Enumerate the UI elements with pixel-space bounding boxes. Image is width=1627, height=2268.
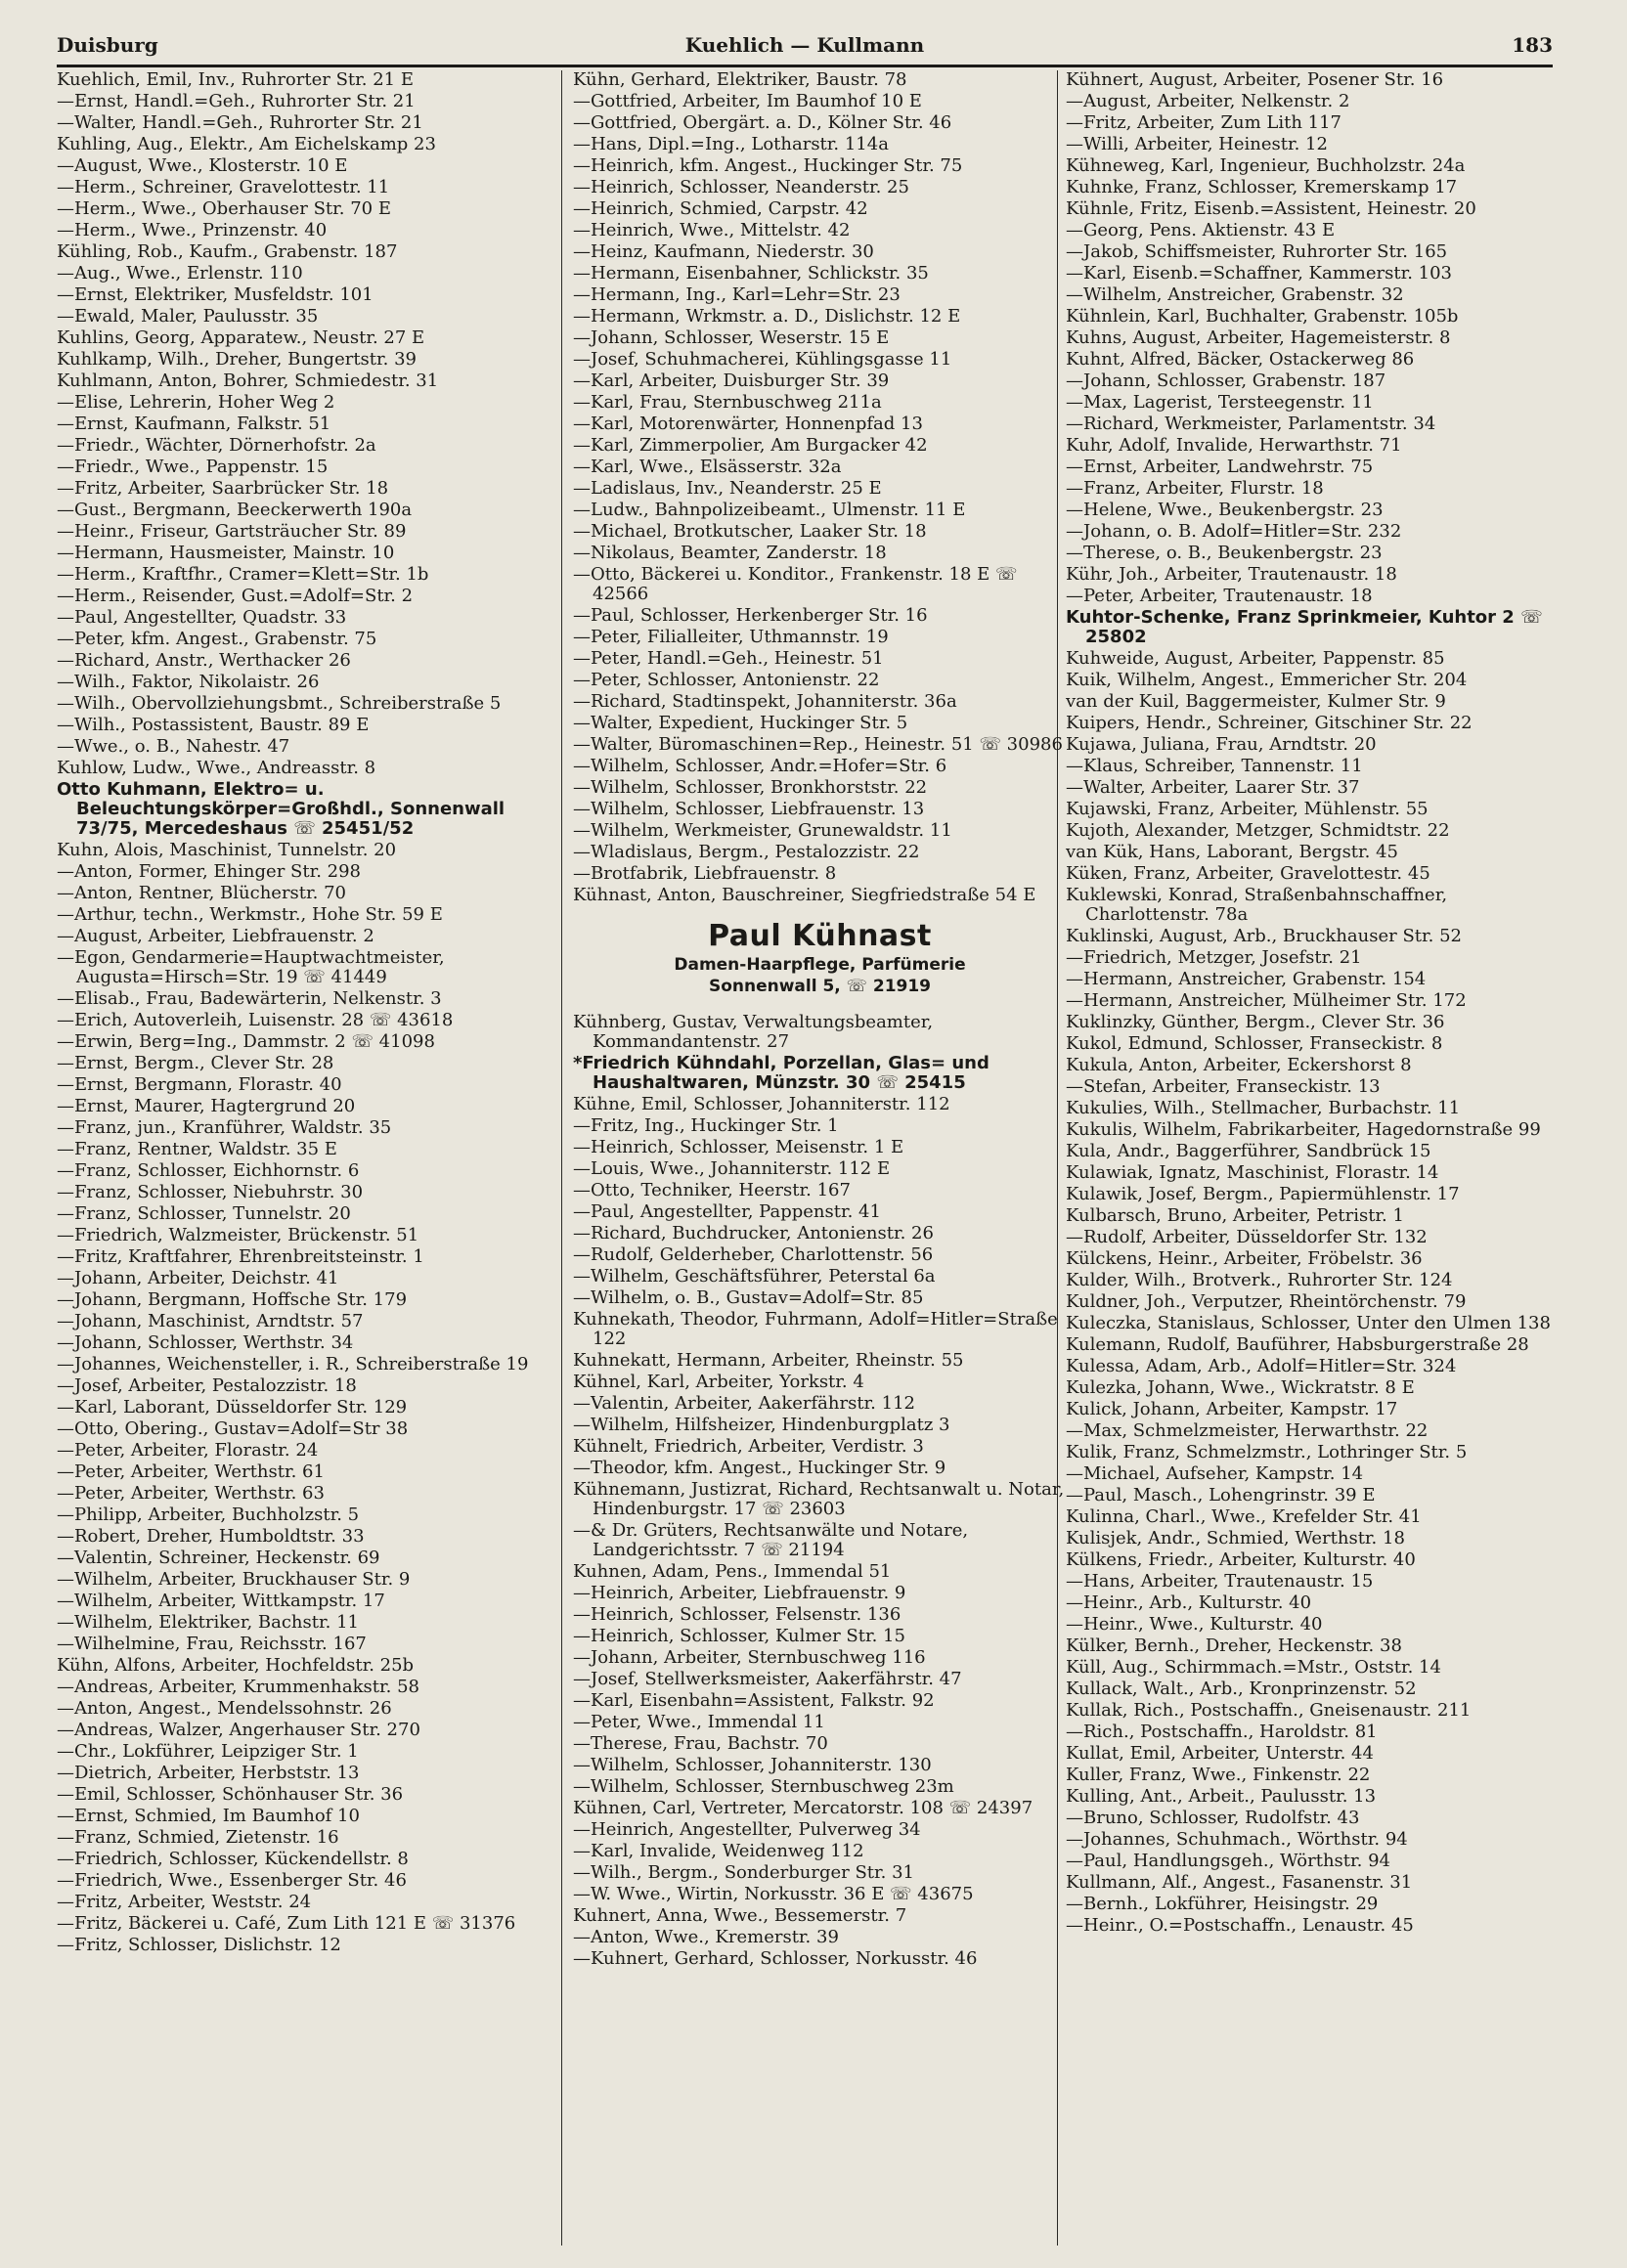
directory-entry: —Fritz, Schlosser, Dislichstr. 12 [57, 1935, 341, 1955]
directory-entry: Kuhns, August, Arbeiter, Hagemeisterstr. 8 [1066, 327, 1451, 348]
directory-entry: —Ernst, Maurer, Hagtergrund 20 [57, 1096, 356, 1116]
directory-entry: —Otto, Techniker, Heerstr. 167 [573, 1180, 851, 1200]
directory-entry: —Karl, Arbeiter, Duisburger Str. 39 [573, 371, 890, 391]
directory-entry: —Johann, Arbeiter, Deichstr. 41 [57, 1268, 339, 1288]
directory-entry: —Johann, Bergmann, Hoffsche Str. 179 [57, 1289, 408, 1310]
directory-entry: Kulbarsch, Bruno, Arbeiter, Petristr. 1 [1066, 1205, 1404, 1226]
directory-entry: —Gottfried, Obergärt. a. D., Kölner Str. 46 [573, 112, 952, 133]
directory-entry: Kühn, Alfons, Arbeiter, Hochfeldstr. 25b [57, 1655, 415, 1676]
directory-entry: —Max, Lagerist, Tersteegenstr. 11 [1066, 392, 1374, 413]
directory-entry: Kulemann, Rudolf, Bauführer, Habsburgerstraße 28 [1066, 1334, 1529, 1355]
directory-entry: —Wilhelm, Schlosser, Bronkhorststr. 22 [573, 777, 928, 798]
directory-entry: —Franz, Schlosser, Eichhornstr. 6 [57, 1160, 360, 1181]
directory-entry: —Otto, Bäckerei u. Konditor., Frankenstr. 18 E ☏ 42566 [573, 564, 1018, 604]
column-3 [1066, 70, 1569, 1938]
directory-entry: —Franz, Schlosser, Niebuhrstr. 30 [57, 1182, 364, 1202]
directory-entry: —Karl, Zimmerpolier, Am Burgacker 42 [573, 435, 928, 456]
directory-entry: Kullmann, Alf., Angest., Fasanenstr. 31 [1066, 1872, 1413, 1893]
directory-entry: Kühnle, Fritz, Eisenb.=Assistent, Heinestr. 20 [1066, 198, 1476, 219]
directory-entry: —Peter, kfm. Angest., Grabenstr. 75 [57, 629, 377, 649]
directory-entry: —Johannes, Weichensteller, i. R., Schreiberstraße 19 [57, 1354, 529, 1374]
directory-entry: —Johann, Schlosser, Grabenstr. 187 [1066, 371, 1386, 391]
directory-entry: —Walter, Expedient, Huckinger Str. 5 [573, 713, 908, 733]
directory-entry: —Karl, Frau, Sternbuschweg 211a [573, 392, 882, 413]
directory-entry: Kulder, Wilh., Brotverk., Ruhrorter Str. 124 [1066, 1270, 1453, 1290]
directory-entry: —Wilhelm, o. B., Gustav=Adolf=Str. 85 [573, 1287, 924, 1308]
directory-entry: Kühnemann, Justizrat, Richard, Rechtsanwalt u. Notar, Hindenburgstr. 17 ☏ 23603 [573, 1479, 1065, 1519]
directory-entry: Kuhnert, Anna, Wwe., Bessemerstr. 7 [573, 1905, 907, 1926]
directory-entry: —W. Wwe., Wirtin, Norkusstr. 36 E ☏ 43675 [573, 1884, 974, 1904]
directory-entry: —Johann, Maschinist, Arndtstr. 57 [57, 1311, 364, 1331]
directory-entry: —August, Arbeiter, Liebfrauenstr. 2 [57, 926, 374, 946]
directory-entry: —Aug., Wwe., Erlenstr. 110 [57, 263, 303, 284]
directory-entry: Kuklewski, Konrad, Straßenbahnschaffner, Charlottenstr. 78a [1066, 885, 1448, 925]
directory-entry: Kuhlkamp, Wilh., Dreher, Bungertstr. 39 [57, 349, 417, 370]
directory-entry: —Friedrich, Schlosser, Kückendellstr. 8 [57, 1849, 409, 1869]
directory-entry: —Heinrich, Schlosser, Felsenstr. 136 [573, 1604, 901, 1625]
directory-entry: Kühnast, Anton, Bauschreiner, Siegfriedstraße 54 E [573, 885, 1036, 905]
directory-entry: —Peter, Wwe., Immendal 11 [573, 1712, 825, 1732]
directory-entry: —August, Arbeiter, Nelkenstr. 2 [1066, 91, 1350, 111]
directory-entry: —Bernh., Lokführer, Heisingstr. 29 [1066, 1894, 1379, 1914]
directory-entry: Kujawski, Franz, Arbeiter, Mühlenstr. 55 [1066, 799, 1429, 819]
directory-entry: —Heinrich, Angestellter, Pulverweg 34 [573, 1819, 921, 1840]
directory-entry: —Fritz, Arbeiter, Saarbrücker Str. 18 [57, 478, 389, 499]
directory-entry: —Philipp, Arbeiter, Buchholzstr. 5 [57, 1505, 360, 1525]
directory-entry: —Willi, Arbeiter, Heinestr. 12 [1066, 134, 1328, 154]
directory-entry: —Valentin, Arbeiter, Aakerfährstr. 112 [573, 1393, 915, 1414]
directory-entry: Kühne, Emil, Schlosser, Johanniterstr. 112 [573, 1094, 950, 1114]
directory-entry: Kullak, Rich., Postschaffn., Gneisenaustr. 211 [1066, 1700, 1472, 1721]
ad-line-2: Sonnenwall 5, ☏ 21919 [708, 977, 932, 996]
directory-entry: —Klaus, Schreiber, Tannenstr. 11 [1066, 756, 1363, 776]
directory-entry: —Heinrich, Wwe., Mittelstr. 42 [573, 220, 851, 240]
directory-entry: —Karl, Eisenb.=Schaffner, Kammerstr. 103 [1066, 263, 1452, 284]
directory-entry: —Heinr., O.=Postschaffn., Lenaustr. 45 [1066, 1915, 1414, 1936]
directory-entry: —Johann, o. B. Adolf=Hitler=Str. 232 [1066, 521, 1402, 542]
directory-entry: —Ewald, Maler, Paulusstr. 35 [57, 306, 319, 327]
directory-entry: Kühnen, Carl, Vertreter, Mercatorstr. 108 ☏ 24397 [573, 1798, 1033, 1818]
directory-entry: —Friedr., Wächter, Dörnerhofstr. 2a [57, 435, 376, 456]
directory-entry: —Rudolf, Gelderheber, Charlottenstr. 56 [573, 1244, 934, 1265]
directory-entry: —Kuhnert, Gerhard, Schlosser, Norkusstr. 46 [573, 1948, 978, 1969]
directory-entry: —Karl, Eisenbahn=Assistent, Falkstr. 92 [573, 1690, 935, 1711]
directory-entry: —Richard, Buchdrucker, Antonienstr. 26 [573, 1223, 934, 1243]
directory-entry: —Karl, Wwe., Elsässerstr. 32a [573, 457, 842, 477]
directory-entry: —Paul, Masch., Lohengrinstr. 39 E [1066, 1485, 1376, 1505]
directory-entry: Otto Kuhmann, Elektro= u. Beleuchtungskörper=Großhdl., Sonnenwall 73/75, Mercedeshaus ☏ 25451/52 [57, 779, 506, 839]
directory-entry: Külkens, Friedr., Arbeiter, Kulturstr. 40 [1066, 1549, 1416, 1570]
directory-entry: —Josef, Stellwerksmeister, Aakerfährstr. 47 [573, 1669, 962, 1689]
directory-entry: —Johann, Schlosser, Werthstr. 34 [57, 1332, 354, 1353]
directory-entry: Kulisjek, Andr., Schmied, Werthstr. 18 [1066, 1528, 1405, 1548]
directory-entry: —Karl, Motorenwärter, Honnenpfad 13 [573, 414, 923, 434]
directory-entry: —Robert, Dreher, Humboldtstr. 33 [57, 1526, 365, 1547]
directory-entry: Kühr, Joh., Arbeiter, Trautenaustr. 18 [1066, 564, 1397, 585]
directory-entry: —Egon, Gendarmerie=Hauptwachtmeister, Augusta=Hirsch=Str. 19 ☏ 41449 [57, 947, 445, 987]
directory-entry: Kukol, Edmund, Schlosser, Franseckistr. 8 [1066, 1033, 1443, 1054]
directory-entry: Kukula, Anton, Arbeiter, Eckershorst 8 [1066, 1055, 1412, 1075]
directory-entry: —Paul, Angestellter, Quadstr. 33 [57, 607, 347, 628]
directory-entry: —Georg, Pens. Aktienstr. 43 E [1066, 220, 1336, 240]
directory-entry: —Peter, Handl.=Geh., Heinestr. 51 [573, 648, 884, 669]
directory-entry: Kulawik, Josef, Bergm., Papiermühlenstr. 17 [1066, 1184, 1460, 1204]
directory-entry: —Peter, Filialleiter, Uthmannstr. 19 [573, 627, 889, 647]
directory-entry: —Franz, jun., Kranführer, Waldstr. 35 [57, 1117, 392, 1138]
directory-entry: —Hermann, Hausmeister, Mainstr. 10 [57, 543, 395, 563]
directory-entry: —Richard, Anstr., Werthacker 26 [57, 650, 351, 671]
directory-entry: Kuhnt, Alfred, Bäcker, Ostackerweg 86 [1066, 349, 1415, 370]
directory-entry: —Therese, Frau, Bachstr. 70 [573, 1733, 828, 1754]
directory-entry: Kulinna, Charl., Wwe., Krefelder Str. 41 [1066, 1506, 1422, 1527]
directory-entry: —Anton, Former, Ehinger Str. 298 [57, 861, 362, 882]
page-header [57, 29, 1553, 67]
directory-entry: —Wilhelm, Anstreicher, Grabenstr. 32 [1066, 284, 1404, 305]
directory-entry: —Walter, Handl.=Geh., Ruhrorter Str. 21 [57, 112, 423, 133]
directory-entry: Kuhlmann, Anton, Bohrer, Schmiedestr. 31 [57, 371, 439, 391]
directory-entry: —Wilhelm, Hilfsheizer, Hindenburgplatz 3 [573, 1415, 950, 1435]
directory-entry: —Ludw., Bahnpolizeibeamt., Ulmenstr. 11 E [573, 500, 966, 520]
directory-entry: —Jakob, Schiffsmeister, Ruhrorter Str. 165 [1066, 241, 1448, 262]
directory-entry: —Franz, Schmied, Zietenstr. 16 [57, 1827, 339, 1848]
directory-entry: —Wilhelmine, Frau, Reichsstr. 167 [57, 1634, 367, 1654]
directory-entry: van Kük, Hans, Laborant, Bergstr. 45 [1066, 842, 1399, 862]
header-range: Kuehlich — Kullmann [684, 33, 925, 57]
directory-entry: —Louis, Wwe., Johanniterstr. 112 E [573, 1158, 891, 1179]
directory-entry: —Chr., Lokführer, Leipziger Str. 1 [57, 1741, 359, 1762]
directory-entry: —Erwin, Berg=Ing., Dammstr. 2 ☏ 41098 [57, 1031, 435, 1052]
directory-entry: —Franz, Schlosser, Tunnelstr. 20 [57, 1203, 351, 1224]
directory-entry: —Anton, Rentner, Blücherstr. 70 [57, 883, 346, 903]
directory-entry: —Wilhelm, Schlosser, Johanniterstr. 130 [573, 1755, 932, 1775]
directory-entry: Kuhweide, August, Arbeiter, Pappenstr. 85 [1066, 648, 1445, 669]
directory-entry: —Wladislaus, Bergm., Pestalozzistr. 22 [573, 842, 920, 862]
directory-entry: —Heinrich, Schlosser, Neanderstr. 25 [573, 177, 909, 197]
directory-entry: —Brotfabrik, Liebfrauenstr. 8 [573, 863, 837, 884]
directory-entry: —August, Wwe., Klosterstr. 10 E [57, 155, 348, 176]
directory-entry: —Stefan, Arbeiter, Franseckistr. 13 [1066, 1076, 1381, 1097]
directory-entry: —Wilhelm, Elektriker, Bachstr. 11 [57, 1612, 359, 1633]
directory-entry: —Wilhelm, Arbeiter, Bruckhauser Str. 9 [57, 1569, 411, 1590]
directory-entry: Kuller, Franz, Wwe., Finkenstr. 22 [1066, 1765, 1371, 1785]
directory-entry: —Heinr., Arb., Kulturstr. 40 [1066, 1592, 1312, 1613]
directory-entry: —Max, Schmelzmeister, Herwarthstr. 22 [1066, 1420, 1429, 1441]
directory-entry: Kühnlein, Karl, Buchhalter, Grabenstr. 105b [1066, 306, 1459, 327]
directory-entry: —Peter, Arbeiter, Florastr. 24 [57, 1440, 319, 1461]
directory-entry: —Johannes, Schuhmach., Wörthstr. 94 [1066, 1829, 1408, 1850]
directory-entry: —Wilh., Postassistent, Baustr. 89 E [57, 715, 370, 735]
directory-entry: Kulessa, Adam, Arb., Adolf=Hitler=Str. 324 [1066, 1356, 1457, 1376]
directory-entry: —Wilhelm, Arbeiter, Wittkampstr. 17 [57, 1591, 385, 1611]
directory-entry: —Heinr., Wwe., Kulturstr. 40 [1066, 1614, 1323, 1635]
directory-entry: —Fritz, Ing., Huckinger Str. 1 [573, 1115, 839, 1136]
directory-entry: Kühling, Rob., Kaufm., Grabenstr. 187 [57, 241, 398, 262]
directory-entry: —Valentin, Schreiner, Heckenstr. 69 [57, 1548, 380, 1568]
directory-entry: —Peter, Schlosser, Antonienstr. 22 [573, 670, 880, 690]
directory-entry: Kuhr, Adolf, Invalide, Herwarthstr. 71 [1066, 435, 1402, 456]
directory-entry: Kullack, Walt., Arb., Kronprinzenstr. 52 [1066, 1679, 1417, 1699]
directory-entry: Kulling, Ant., Arbeit., Paulusstr. 13 [1066, 1786, 1377, 1807]
directory-entry: —Hans, Dipl.=Ing., Lotharstr. 114a [573, 134, 889, 154]
directory-entry: —Michael, Aufseher, Kampstr. 14 [1066, 1463, 1364, 1484]
directory-entry: Kullat, Emil, Arbeiter, Unterstr. 44 [1066, 1743, 1374, 1764]
directory-entry: —Wilhelm, Geschäftsführer, Peterstal 6a [573, 1266, 936, 1287]
directory-entry: —Johann, Schlosser, Weserstr. 15 E [573, 327, 890, 348]
directory-entry: —Hermann, Eisenbahner, Schlickstr. 35 [573, 263, 929, 284]
directory-entry: Kuhnekatt, Hermann, Arbeiter, Rheinstr. 55 [573, 1350, 964, 1371]
directory-entry: —Nikolaus, Beamter, Zanderstr. 18 [573, 543, 887, 563]
directory-entry: —Elise, Lehrerin, Hoher Weg 2 [57, 392, 335, 413]
directory-entry: —Friedr., Wwe., Pappenstr. 15 [57, 457, 329, 477]
directory-entry: —Emil, Schlosser, Schönhauser Str. 36 [57, 1784, 404, 1805]
directory-entry: —Herm., Kraftfhr., Cramer=Klett=Str. 1b [57, 564, 429, 585]
directory-entry: —Heinrich, Schmied, Carpstr. 42 [573, 198, 868, 219]
directory-entry: —Helene, Wwe., Beukenbergstr. 23 [1066, 500, 1384, 520]
directory-entry: —Gottfried, Arbeiter, Im Baumhof 10 E [573, 91, 922, 111]
directory-entry: Kuhnekath, Theodor, Fuhrmann, Adolf=Hitler=Straße 122 [573, 1309, 1058, 1349]
directory-entry: —Wilhelm, Schlosser, Sternbuschweg 23m [573, 1776, 954, 1797]
directory-entry: —Friedrich, Wwe., Essenberger Str. 46 [57, 1870, 407, 1891]
directory-entry: Kuldner, Joh., Verputzer, Rheintörchenstr. 79 [1066, 1291, 1467, 1312]
directory-entry: Kuleczka, Stanislaus, Schlosser, Unter den Ulmen 138 [1066, 1313, 1551, 1333]
column-2-entries-continued [573, 1013, 1067, 1969]
directory-entry: —Therese, o. B., Beukenbergstr. 23 [1066, 543, 1383, 563]
directory-entry: —Hermann, Wrkmstr. a. D., Dislichstr. 12 E [573, 306, 961, 327]
directory-entry: Kulik, Franz, Schmelzmstr., Lothringer Str. 5 [1066, 1442, 1468, 1462]
directory-entry: —Karl, Laborant, Düsseldorfer Str. 129 [57, 1397, 408, 1418]
directory-entry: Kühnel, Karl, Arbeiter, Yorkstr. 4 [573, 1372, 864, 1392]
directory-entry: —Fritz, Kraftfahrer, Ehrenbreitsteinstr. 1 [57, 1246, 424, 1267]
directory-entry: Kujawa, Juliana, Frau, Arndtstr. 20 [1066, 734, 1377, 755]
directory-entry: —Heinrich, Schlosser, Meisenstr. 1 E [573, 1137, 904, 1157]
directory-entry: Kühnelt, Friedrich, Arbeiter, Verdistr. 3 [573, 1436, 924, 1457]
directory-entry: —Wilh., Faktor, Nikolaistr. 26 [57, 672, 320, 692]
directory-entry: —Wilhelm, Werkmeister, Grunewaldstr. 11 [573, 820, 952, 841]
directory-entry: Kühnert, August, Arbeiter, Posener Str. 16 [1066, 69, 1444, 90]
directory-entry: Kujoth, Alexander, Metzger, Schmidtstr. 22 [1066, 820, 1450, 841]
directory-entry: —Heinrich, Schlosser, Kulmer Str. 15 [573, 1626, 905, 1646]
directory-entry: Kuklinzky, Günther, Bergm., Clever Str. 36 [1066, 1012, 1445, 1032]
directory-entry: Kuhnen, Adam, Pens., Immendal 51 [573, 1561, 892, 1582]
directory-entry: —Karl, Invalide, Weidenweg 112 [573, 1841, 864, 1861]
directory-entry: —Heinrich, Arbeiter, Liebfrauenstr. 9 [573, 1583, 906, 1603]
directory-entry: —Franz, Rentner, Waldstr. 35 E [57, 1139, 337, 1159]
directory-entry: van der Kuil, Baggermeister, Kulmer Str. 9 [1066, 691, 1446, 712]
directory-entry: —Herm., Wwe., Prinzenstr. 40 [57, 220, 328, 240]
directory-entry: Kuipers, Hendr., Schreiner, Gitschiner Str. 22 [1066, 713, 1473, 733]
directory-entry: —Heinrich, kfm. Angest., Huckinger Str. 75 [573, 155, 963, 176]
directory-entry: —Wilhelm, Schlosser, Andr.=Hofer=Str. 6 [573, 756, 947, 776]
directory-entry: —Ernst, Elektriker, Musfeldstr. 101 [57, 284, 374, 305]
directory-entry: —Elisab., Frau, Badewärterin, Nelkenstr. 3 [57, 988, 442, 1009]
directory-entry: —Herm., Reisender, Gust.=Adolf=Str. 2 [57, 586, 414, 606]
directory-entry: Külker, Bernh., Dreher, Heckenstr. 38 [1066, 1636, 1402, 1656]
directory-entry: —Wwe., o. B., Nahestr. 47 [57, 736, 290, 757]
directory-entry: Kula, Andr., Baggerführer, Sandbrück 15 [1066, 1141, 1431, 1161]
directory-entry: —Heinz, Kaufmann, Niederstr. 30 [573, 241, 874, 262]
directory-entry: —Hermann, Anstreicher, Mülheimer Str. 172 [1066, 990, 1467, 1011]
directory-entry: —Wilhelm, Schlosser, Liebfrauenstr. 13 [573, 799, 925, 819]
directory-entry: —Peter, Arbeiter, Trautenaustr. 18 [1066, 586, 1373, 606]
directory-entry: Kuhlins, Georg, Apparatew., Neustr. 27 E [57, 327, 425, 348]
directory-entry: Kulick, Johann, Arbeiter, Kampstr. 17 [1066, 1399, 1398, 1419]
directory-entry: —Ernst, Bergm., Clever Str. 28 [57, 1053, 334, 1073]
column-2-entries [573, 70, 1067, 905]
directory-entry: Kukulis, Wilhelm, Fabrikarbeiter, Hagedornstraße 99 [1066, 1119, 1541, 1140]
directory-entry: —Arthur, techn., Werkmstr., Hohe Str. 59 E [57, 904, 443, 925]
directory-entry: Kuehlich, Emil, Inv., Ruhrorter Str. 21 E [57, 69, 414, 90]
directory-entry: Kuhn, Alois, Maschinist, Tunnelstr. 20 [57, 840, 397, 860]
directory-entry: —Theodor, kfm. Angest., Huckinger Str. 9 [573, 1458, 946, 1478]
directory-entry: Kulawiak, Ignatz, Maschinist, Florastr. 14 [1066, 1162, 1439, 1183]
directory-entry: —Rich., Postschaffn., Haroldstr. 81 [1066, 1722, 1378, 1742]
directory-entry: Kuik, Wilhelm, Angest., Emmericher Str. 204 [1066, 670, 1468, 690]
directory-entry: —Fritz, Bäckerei u. Café, Zum Lith 121 E ☏ 31376 [57, 1913, 516, 1934]
directory-entry: —Hans, Arbeiter, Trautenaustr. 15 [1066, 1571, 1374, 1592]
directory-entry: —Walter, Arbeiter, Laarer Str. 37 [1066, 777, 1360, 798]
directory-entry: Kulezka, Johann, Wwe., Wickratstr. 8 E [1066, 1377, 1415, 1398]
directory-entry: —Richard, Werkmeister, Parlamentstr. 34 [1066, 414, 1436, 434]
column-2 [573, 70, 1067, 1971]
directory-entry: —Ernst, Handl.=Geh., Ruhrorter Str. 21 [57, 91, 416, 111]
directory-entry: —Herm., Schreiner, Gravelottestr. 11 [57, 177, 390, 197]
directory-entry: —Paul, Schlosser, Herkenberger Str. 16 [573, 605, 928, 626]
directory-entry: —& Dr. Grüters, Rechtsanwälte und Notare, Landgerichtsstr. 7 ☏ 21194 [573, 1520, 969, 1560]
directory-entry: —Paul, Angestellter, Pappenstr. 41 [573, 1201, 881, 1222]
directory-entry: Kuhtor-Schenke, Franz Sprinkmeier, Kuhtor 2 ☏ 25802 [1066, 607, 1543, 647]
directory-entry: —Gust., Bergmann, Beeckerwerth 190a [57, 500, 413, 520]
directory-entry: Kuhlow, Ludw., Wwe., Andreasstr. 8 [57, 758, 376, 778]
directory-entry: Kuklinski, August, Arb., Bruckhauser Str. 52 [1066, 926, 1462, 946]
directory-entry: —Michael, Brotkutscher, Laaker Str. 18 [573, 521, 927, 542]
directory-entry: —Richard, Stadtinspekt, Johanniterstr. 36a [573, 691, 957, 712]
directory-entry: —Peter, Arbeiter, Werthstr. 63 [57, 1483, 325, 1504]
page-number: 183 [1512, 33, 1553, 57]
directory-entry: —Hermann, Anstreicher, Grabenstr. 154 [1066, 969, 1427, 989]
ad-name: Paul Kühnast [708, 919, 932, 953]
directory-entry: —Andreas, Arbeiter, Krummenhakstr. 58 [57, 1677, 419, 1697]
directory-entry: —Fritz, Arbeiter, Zum Lith 117 [1066, 112, 1342, 133]
directory-entry: —Ernst, Schmied, Im Baumhof 10 [57, 1806, 360, 1826]
directory-entry: —Josef, Schuhmacherei, Kühlingsgasse 11 [573, 349, 952, 370]
directory-entry: —Wilh., Bergm., Sonderburger Str. 31 [573, 1862, 914, 1883]
column-divider [561, 70, 562, 2246]
directory-entry: —Friedrich, Metzger, Josefstr. 21 [1066, 947, 1362, 968]
directory-entry: —Franz, Arbeiter, Flurstr. 18 [1066, 478, 1324, 499]
directory-entry: —Friedrich, Walzmeister, Brückenstr. 51 [57, 1225, 419, 1245]
directory-entry: —Ladislaus, Inv., Neanderstr. 25 E [573, 478, 882, 499]
directory-entry: —Dietrich, Arbeiter, Herbststr. 13 [57, 1763, 360, 1783]
directory-entry: *Friedrich Kühndahl, Porzellan, Glas= und Haushaltwaren, Münzstr. 30 ☏ 25415 [573, 1053, 989, 1093]
directory-entry: Kuhling, Aug., Elektr., Am Eichelskamp 23 [57, 134, 436, 154]
directory-entry: —Peter, Arbeiter, Werthstr. 61 [57, 1461, 325, 1482]
directory-entry: —Fritz, Arbeiter, Weststr. 24 [57, 1892, 312, 1912]
directory-entry: —Bruno, Schlosser, Rudolfstr. 43 [1066, 1808, 1360, 1828]
directory-entry: Kukulies, Wilh., Stellmacher, Burbachstr. 11 [1066, 1098, 1461, 1118]
column-1 [57, 70, 550, 1957]
directory-entry: —Rudolf, Arbeiter, Düsseldorfer Str. 132 [1066, 1227, 1428, 1247]
directory-entry: —Ernst, Arbeiter, Landwehrstr. 75 [1066, 457, 1374, 477]
directory-entry: —Anton, Wwe., Kremerstr. 39 [573, 1927, 839, 1947]
directory-entry: —Ernst, Kaufmann, Falkstr. 51 [57, 414, 331, 434]
directory-entry: Külckens, Heinr., Arbeiter, Fröbelstr. 36 [1066, 1248, 1423, 1269]
directory-entry: Kühn, Gerhard, Elektriker, Baustr. 78 [573, 69, 907, 90]
directory-entry: —Andreas, Walzer, Angerhauser Str. 270 [57, 1720, 420, 1740]
directory-entry: Kühneweg, Karl, Ingenieur, Buchholzstr. 24a [1066, 155, 1466, 176]
directory-entry: —Erich, Autoverleih, Luisenstr. 28 ☏ 43618 [57, 1010, 454, 1030]
header-city: Duisburg [57, 33, 158, 57]
directory-entry: Küll, Aug., Schirmmach.=Mstr., Oststr. 14 [1066, 1657, 1441, 1678]
advertisement-paul-kuehnast [573, 919, 1067, 997]
directory-entry: —Ernst, Bergmann, Florastr. 40 [57, 1074, 342, 1095]
directory-entry: Kühnberg, Gustav, Verwaltungsbeamter, Kommandantenstr. 27 [573, 1012, 934, 1052]
directory-entry: —Johann, Arbeiter, Sternbuschweg 116 [573, 1647, 926, 1668]
directory-entry: —Anton, Angest., Mendelssohnstr. 26 [57, 1698, 392, 1719]
ad-line-1: Damen-Haarpflege, Parfümerie [674, 955, 966, 975]
directory-entry: —Hermann, Ing., Karl=Lehr=Str. 23 [573, 284, 901, 305]
directory-entry: —Walter, Büromaschinen=Rep., Heinestr. 51 ☏ 30986 [573, 734, 1063, 755]
directory-entry: Kuhnke, Franz, Schlosser, Kremerskamp 17 [1066, 177, 1458, 197]
directory-entry: —Otto, Obering., Gustav=Adolf=Str 38 [57, 1418, 409, 1439]
directory-entry: —Paul, Handlungsgeh., Wörthstr. 94 [1066, 1851, 1390, 1871]
directory-entry: Küken, Franz, Arbeiter, Gravelottestr. 45 [1066, 863, 1430, 884]
directory-entry: —Josef, Arbeiter, Pestalozzistr. 18 [57, 1375, 357, 1396]
directory-entry: —Heinr., Friseur, Gartsträucher Str. 89 [57, 521, 407, 542]
directory-entry: —Wilh., Obervollziehungsbmt., Schreiberstraße 5 [57, 693, 502, 714]
directory-entry: —Herm., Wwe., Oberhauser Str. 70 E [57, 198, 391, 219]
